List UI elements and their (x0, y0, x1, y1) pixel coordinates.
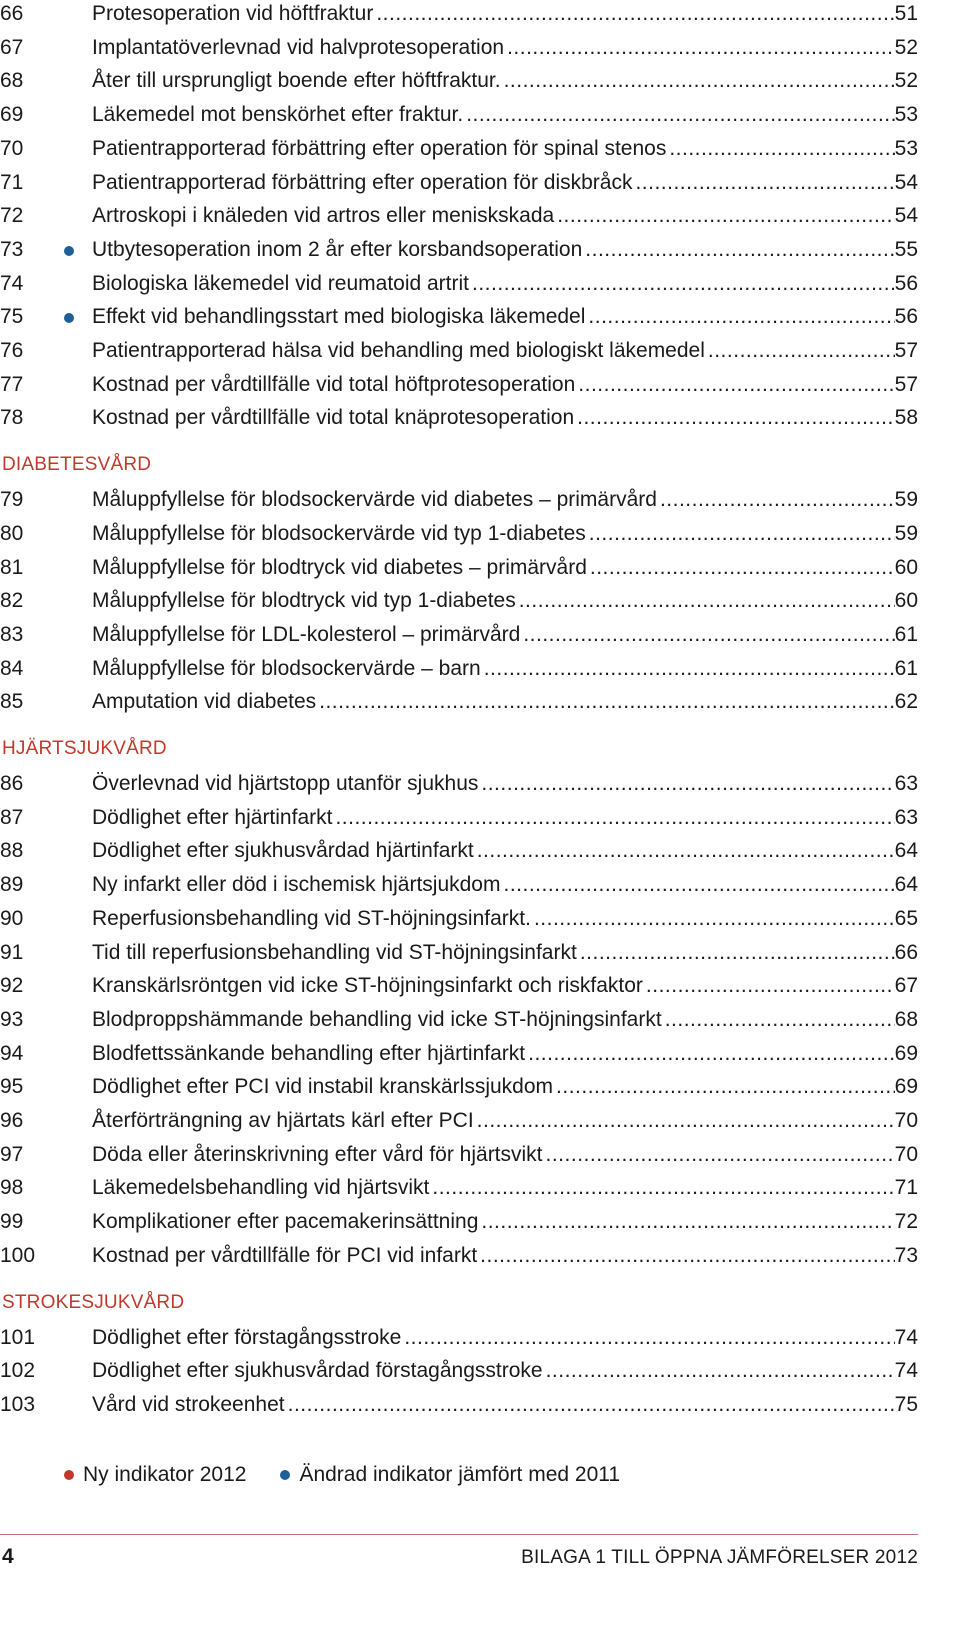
entry-title: Reperfusionsbehandling vid ST-höjningsinfarkt. (92, 906, 531, 930)
entry-title: Måluppfyllelse för blodtryck vid typ 1-diabetes (92, 589, 516, 613)
entry-line (92, 1324, 918, 1352)
dot-leader (657, 486, 895, 514)
entry-page: 53 (894, 136, 918, 160)
toc-entry[interactable] (0, 554, 918, 582)
dot-leader (474, 837, 895, 865)
dot-leader (477, 1242, 894, 1270)
entry-page: 52 (894, 69, 918, 93)
entry-title: Komplikationer efter pacemakerinsättning (92, 1210, 479, 1234)
entry-line (92, 1357, 918, 1385)
dot-leader (481, 655, 895, 683)
entry-number: 70 (0, 136, 24, 160)
entry-line (92, 34, 918, 62)
toc-entry[interactable] (0, 1141, 918, 1169)
entry-line (92, 688, 918, 716)
entry-number: 99 (0, 1210, 24, 1234)
toc-entry[interactable] (0, 1107, 918, 1135)
entry-number: 98 (0, 1176, 24, 1200)
entry-line (92, 1242, 918, 1270)
toc-entry[interactable] (0, 303, 918, 331)
entry-page: 73 (894, 1243, 918, 1267)
entry-title: Kranskärlsröntgen vid icke ST-höjningsinfarkt och riskfaktor (92, 974, 643, 998)
entry-number: 74 (0, 271, 24, 295)
entry-line (92, 871, 918, 899)
dot-leader (332, 804, 894, 832)
toc-entry[interactable] (0, 939, 918, 967)
entry-page: 69 (894, 1041, 918, 1065)
entry-title: Måluppfyllelse för blodsockervärde – barn (92, 656, 481, 680)
toc-entry[interactable] (0, 1073, 918, 1101)
dot-leader (478, 1208, 894, 1236)
dot-leader (516, 587, 895, 615)
entry-number: 81 (0, 555, 24, 579)
section-heading: HJÄRTSJUKVÅRD (2, 738, 167, 759)
dot-leader (582, 236, 894, 264)
toc-entry[interactable] (0, 404, 918, 432)
entry-line (92, 202, 918, 230)
entry-line (92, 101, 918, 129)
entry-line (92, 236, 918, 264)
entry-page: 63 (894, 805, 918, 829)
entry-page: 74 (894, 1325, 918, 1349)
entry-title: Dödlighet efter sjukhusvårdad hjärtinfarkt (92, 839, 474, 863)
entry-title: Blodproppshämmande behandling vid icke ST-höjningsinfarkt (92, 1007, 662, 1031)
dot-leader (632, 169, 894, 197)
dot-leader (316, 688, 895, 716)
legend (64, 1460, 654, 1490)
toc-entry[interactable] (0, 972, 918, 1000)
toc-entry[interactable] (0, 655, 918, 683)
entry-number: 77 (0, 372, 24, 396)
entry-number: 67 (0, 35, 24, 59)
entry-page: 71 (894, 1176, 918, 1200)
toc-entry[interactable] (0, 371, 918, 399)
dot-leader (500, 871, 894, 899)
entry-page: 56 (894, 271, 918, 295)
entry-title: Måluppfyllelse för blodsockervärde vid diabetes – primärvård (92, 488, 657, 512)
dot-leader (662, 1006, 895, 1034)
entry-line (92, 520, 918, 548)
entry-line (92, 972, 918, 1000)
dot-leader (543, 1141, 895, 1169)
entry-line (92, 1107, 918, 1135)
entry-line (92, 1174, 918, 1202)
entry-page: 60 (894, 589, 918, 613)
entry-line (92, 554, 918, 582)
dot-leader (504, 34, 895, 62)
entry-number: 88 (0, 839, 24, 863)
footer-title: BILAGA 1 TILL ÖPPNA JÄMFÖRELSER 2012 (521, 1547, 918, 1568)
toc-entry[interactable] (0, 1357, 918, 1385)
dot-leader (401, 1324, 894, 1352)
entry-title: Överlevnad vid hjärtstopp utanför sjukhus (92, 772, 479, 795)
dot-leader (469, 270, 895, 298)
entry-number: 80 (0, 521, 24, 545)
entry-title: Tid till reperfusionsbehandling vid ST-höjningsinfarkt (92, 940, 577, 964)
entry-number: 68 (0, 69, 24, 93)
blue-dot-icon (64, 313, 74, 323)
dot-leader (520, 621, 894, 649)
entry-number: 71 (0, 170, 24, 194)
toc-entry[interactable] (0, 804, 918, 832)
entry-page: 56 (894, 305, 918, 329)
entry-title: Måluppfyllelse för LDL-kolesterol – primärvård (92, 622, 521, 646)
entry-number: 90 (0, 906, 24, 930)
entry-page: 64 (894, 873, 918, 897)
entry-title: Läkemedel mot benskörhet efter fraktur. (92, 103, 464, 127)
entry-title: Patientrapporterad hälsa vid behandling med biologiskt läkemedel (92, 339, 705, 362)
entry-title: Måluppfyllelse för blodsockervärde vid typ 1-diabetes (92, 521, 586, 545)
entry-title: Amputation vid diabetes (92, 690, 317, 714)
entry-number: 91 (0, 940, 24, 964)
entry-page: 57 (894, 339, 918, 362)
entry-title: Kostnad per vårdtillfälle vid total höftprotesoperation (92, 372, 576, 396)
dot-leader (525, 1040, 895, 1068)
entry-line (92, 67, 918, 95)
entry-line (92, 1073, 918, 1101)
entry-page: 59 (894, 488, 918, 512)
entry-title: Återförträngning av hjärtats kärl efter PCI (92, 1109, 474, 1132)
entry-line (92, 486, 918, 514)
entry-title: Implantatöverlevnad vid halvprotesoperation (92, 35, 505, 59)
entry-page: 75 (894, 1392, 918, 1416)
page-number: 4 (2, 1545, 14, 1568)
entry-title: Blodfettssänkande behandling efter hjärtinfarkt (92, 1041, 526, 1065)
dot-leader (587, 554, 895, 582)
entry-line (92, 770, 918, 798)
entry-title: Döda eller återinskrivning efter vård för hjärtsvikt (92, 1142, 543, 1166)
toc-entry[interactable] (0, 587, 918, 615)
entry-page: 70 (894, 1109, 918, 1132)
entry-number: 73 (0, 237, 24, 261)
entry-line (92, 1391, 918, 1419)
toc-entry[interactable] (0, 1208, 918, 1236)
section-heading: DIABETESVÅRD (2, 454, 152, 476)
entry-line (92, 0, 918, 28)
dot-leader (285, 1391, 895, 1419)
entry-line (92, 337, 918, 365)
entry-page: 69 (894, 1075, 918, 1099)
dot-leader (705, 337, 895, 365)
red-dot-icon (64, 1470, 74, 1480)
entry-line (92, 804, 918, 832)
entry-line (92, 303, 918, 331)
entry-line (92, 621, 918, 649)
entry-title: Kostnad per vårdtillfälle vid total knäprotesoperation (92, 406, 575, 430)
toc-entry[interactable] (0, 486, 918, 514)
entry-number: 72 (0, 204, 24, 228)
toc-entry[interactable] (0, 337, 918, 365)
dot-leader (501, 67, 895, 95)
dot-leader (585, 303, 894, 331)
toc-entry[interactable] (0, 1006, 918, 1034)
entry-number: 87 (0, 805, 24, 829)
entry-title: Läkemedelsbehandling vid hjärtsvikt (92, 1176, 430, 1200)
toc-entry[interactable] (0, 1242, 918, 1270)
entry-title: Måluppfyllelse för blodtryck vid diabetes – primärvård (92, 555, 587, 579)
entry-line (92, 169, 918, 197)
toc-entry[interactable] (0, 0, 918, 28)
toc-entry[interactable] (0, 1391, 918, 1419)
entry-page: 60 (894, 555, 918, 579)
entry-number: 89 (0, 873, 24, 897)
entry-number: 69 (0, 103, 24, 127)
entry-line (92, 837, 918, 865)
entry-number: 86 (0, 772, 24, 795)
entry-number: 79 (0, 488, 24, 512)
legend-changed (280, 1463, 620, 1487)
entry-title: Ny infarkt eller död i ischemisk hjärtsjukdom (92, 873, 501, 897)
toc-entry[interactable] (0, 520, 918, 548)
toc-entry[interactable] (0, 871, 918, 899)
dot-leader (574, 404, 895, 432)
entry-page: 55 (894, 237, 918, 261)
entry-line (92, 1040, 918, 1068)
legend-changed-label: Ändrad indikator jämfört med 2011 (299, 1463, 621, 1486)
entry-title: Effekt vid behandlingsstart med biologiska läkemedel (92, 305, 586, 329)
legend-new-label: Ny indikator 2012 (83, 1463, 247, 1486)
entry-number: 103 (0, 1392, 36, 1416)
toc-entry[interactable] (0, 1174, 918, 1202)
entry-title: Kostnad per vårdtillfälle för PCI vid infarkt (92, 1243, 478, 1267)
dot-leader (478, 770, 894, 798)
entry-number: 97 (0, 1142, 24, 1166)
dot-leader (577, 939, 895, 967)
blue-dot-icon (280, 1470, 290, 1480)
entry-page: 61 (894, 622, 918, 646)
dot-leader (586, 520, 895, 548)
entry-number: 95 (0, 1075, 24, 1099)
entry-line (92, 655, 918, 683)
entry-page: 70 (894, 1142, 918, 1166)
toc-entry[interactable] (0, 688, 918, 716)
entry-page: 51 (894, 2, 918, 25)
entry-page: 64 (894, 839, 918, 863)
entry-title: Biologiska läkemedel vid reumatoid artrit (92, 271, 470, 295)
toc-entry[interactable] (0, 101, 918, 129)
entry-number: 84 (0, 656, 24, 680)
entry-number: 78 (0, 406, 24, 430)
toc-entry[interactable] (0, 837, 918, 865)
legend-new (64, 1463, 246, 1487)
entry-page: 74 (894, 1359, 918, 1383)
entry-number: 66 (0, 2, 24, 25)
entry-page: 54 (894, 204, 918, 228)
entry-page: 63 (894, 772, 918, 795)
entry-title: Patientrapporterad förbättring efter operation för spinal stenos (92, 136, 667, 160)
entry-line (92, 1208, 918, 1236)
entry-number: 96 (0, 1109, 24, 1132)
entry-page: 62 (894, 690, 918, 714)
entry-page: 53 (894, 103, 918, 127)
dot-leader (666, 135, 894, 163)
toc-entry[interactable] (0, 905, 918, 933)
toc-entry[interactable] (0, 1040, 918, 1068)
entry-title: Dödlighet efter förstagångsstroke (92, 1325, 402, 1349)
entry-page: 59 (894, 521, 918, 545)
section-heading: STROKESJUKVÅRD (2, 1291, 185, 1313)
entry-title: Utbytesoperation inom 2 år efter korsbandsoperation (92, 237, 583, 261)
entry-page: 61 (894, 656, 918, 680)
toc-entry[interactable] (0, 67, 918, 95)
dot-leader (553, 1073, 895, 1101)
dot-leader (474, 1107, 895, 1135)
toc-entry[interactable] (0, 1324, 918, 1352)
entry-number: 75 (0, 305, 24, 329)
entry-title: Artroskopi i knäleden vid artros eller meniskskada (92, 204, 555, 228)
toc-entry[interactable] (0, 169, 918, 197)
entry-page: 72 (894, 1210, 918, 1234)
entry-title: Protesoperation vid höftfraktur (92, 2, 374, 25)
entry-line (92, 404, 918, 432)
entry-line (92, 135, 918, 163)
dot-leader (373, 0, 894, 28)
toc-entry[interactable] (0, 270, 918, 298)
entry-number: 76 (0, 339, 24, 362)
dot-leader (554, 202, 894, 230)
entry-line (92, 371, 918, 399)
entry-line (92, 939, 918, 967)
entry-line (92, 587, 918, 615)
toc-entry[interactable] (0, 135, 918, 163)
entry-page: 68 (894, 1007, 918, 1031)
entry-title: Åter till ursprungligt boende efter höftfraktur. (92, 69, 501, 93)
entry-title: Vård vid strokeenhet (92, 1392, 285, 1416)
entry-line (92, 1141, 918, 1169)
entry-title: Dödlighet efter hjärtinfarkt (92, 805, 333, 829)
dot-leader (531, 905, 895, 933)
dot-leader (463, 101, 894, 129)
entry-title: Dödlighet efter sjukhusvårdad förstagångsstroke (92, 1359, 543, 1383)
footer-divider (0, 1534, 918, 1535)
dot-leader (429, 1174, 894, 1202)
entry-title: Patientrapporterad förbättring efter operation för diskbråck (92, 170, 633, 194)
dot-leader (543, 1357, 895, 1385)
entry-title: Dödlighet efter PCI vid instabil kranskärlssjukdom (92, 1075, 554, 1099)
entry-number: 85 (0, 690, 24, 714)
blue-dot-icon (64, 246, 74, 256)
entry-number: 100 (0, 1243, 36, 1267)
entry-page: 54 (894, 170, 918, 194)
entry-page: 57 (894, 372, 918, 396)
toc-entry[interactable] (0, 621, 918, 649)
entry-number: 82 (0, 589, 24, 613)
entry-number: 93 (0, 1007, 24, 1031)
entry-line (92, 270, 918, 298)
entry-line (92, 1006, 918, 1034)
toc-entry[interactable] (0, 34, 918, 62)
entry-number: 101 (0, 1325, 36, 1349)
entry-number: 83 (0, 622, 24, 646)
toc-entry[interactable] (0, 236, 918, 264)
dot-leader (643, 972, 895, 1000)
entry-page: 66 (894, 940, 918, 964)
entry-line (92, 905, 918, 933)
toc-entry[interactable] (0, 202, 918, 230)
dot-leader (575, 371, 894, 399)
toc-entry[interactable] (0, 770, 918, 798)
entry-number: 92 (0, 974, 24, 998)
entry-page: 65 (894, 906, 918, 930)
entry-number: 94 (0, 1041, 24, 1065)
entry-page: 67 (894, 974, 918, 998)
entry-page: 52 (894, 35, 918, 59)
entry-number: 102 (0, 1359, 36, 1383)
entry-page: 58 (894, 406, 918, 430)
